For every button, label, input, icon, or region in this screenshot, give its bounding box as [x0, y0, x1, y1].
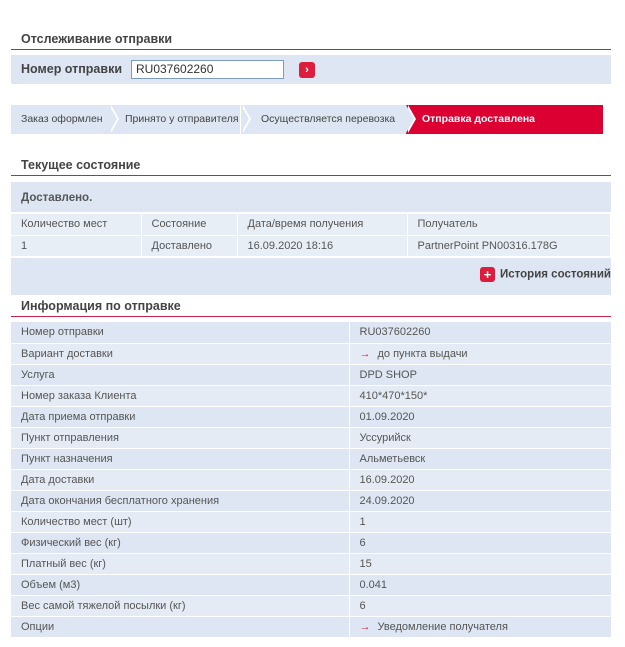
status-banner	[11, 182, 611, 213]
table-row	[11, 364, 611, 385]
info-key: Пункт назначения	[11, 448, 349, 469]
info-key: Пункт отправления	[11, 427, 349, 448]
info-value: → до пункта выдачи	[349, 343, 611, 364]
table-row	[11, 448, 611, 469]
progress-steps	[11, 105, 603, 134]
status-footer	[11, 258, 611, 295]
table-cell: PartnerPoint PN00316.178G	[407, 235, 611, 256]
info-value: DPD SHOP	[349, 364, 611, 385]
table-row	[11, 532, 611, 553]
tracking-search-bar	[11, 55, 611, 84]
info-value: 01.09.2020	[349, 406, 611, 427]
plus-icon: +	[480, 267, 495, 282]
current-status-title: Текущее состояние	[11, 154, 611, 176]
table-row	[11, 490, 611, 511]
info-value: Уссурийск	[349, 427, 611, 448]
table-row	[11, 385, 611, 406]
info-value: 1	[349, 511, 611, 532]
table-header-row	[11, 214, 611, 235]
arrow-right-icon: →	[359, 620, 371, 633]
column-header: Состояние	[141, 214, 237, 235]
info-value: → Уведомление получателя	[349, 616, 611, 637]
tracking-section-title: Отслеживание отправки	[11, 28, 611, 50]
table-row	[11, 574, 611, 595]
chevron-right-icon: ›	[305, 64, 309, 76]
info-value: 6	[349, 532, 611, 553]
table-cell: 1	[11, 235, 141, 256]
table-row	[11, 616, 611, 637]
table-cell: 16.09.2020 18:16	[237, 235, 407, 256]
step-in-transit: Осуществляется перевозка	[241, 105, 407, 134]
info-key: Объем (м3)	[11, 574, 349, 595]
table-row	[11, 322, 611, 343]
info-key: Опции	[11, 616, 349, 637]
column-header: Получатель	[407, 214, 611, 235]
table-row	[11, 427, 611, 448]
info-value: 24.09.2020	[349, 490, 611, 511]
arrow-right-icon: →	[359, 347, 371, 360]
step-delivered: Отправка доставлена	[406, 105, 603, 134]
info-value: Альметьевск	[349, 448, 611, 469]
info-value: 16.09.2020	[349, 469, 611, 490]
table-row	[11, 343, 611, 364]
table-row	[11, 553, 611, 574]
status-history-link[interactable]: + История состояний	[480, 267, 611, 282]
info-key: Вес самой тяжелой посылки (кг)	[11, 595, 349, 616]
search-submit-button[interactable]	[299, 62, 315, 78]
info-key: Вариант доставки	[11, 343, 349, 364]
table-row	[11, 511, 611, 532]
info-key: Количество мест (шт)	[11, 511, 349, 532]
column-header: Количество мест	[11, 214, 141, 235]
table-cell: Доставлено	[141, 235, 237, 256]
tracking-number-label: Номер отправки	[21, 62, 123, 76]
table-row	[11, 406, 611, 427]
info-key: Дата окончания бесплатного хранения	[11, 490, 349, 511]
shipment-info-title: Информация по отправке	[11, 295, 611, 317]
step-order-created: Заказ оформлен	[11, 105, 109, 134]
info-key: Номер заказа Клиента	[11, 385, 349, 406]
table-row	[11, 235, 611, 256]
status-text: Доставлено.	[21, 192, 93, 204]
info-value: RU037602260	[349, 322, 611, 343]
info-value: 0.041	[349, 574, 611, 595]
info-key: Платный вес (кг)	[11, 553, 349, 574]
table-row	[11, 595, 611, 616]
info-key: Дата приема отправки	[11, 406, 349, 427]
status-table	[11, 214, 611, 257]
shipment-info-table	[11, 322, 611, 638]
table-row	[11, 469, 611, 490]
info-key: Дата доставки	[11, 469, 349, 490]
info-key: Услуга	[11, 364, 349, 385]
step-accepted: Принято у отправителя	[109, 105, 240, 134]
info-value: 6	[349, 595, 611, 616]
info-value: 410*470*150*	[349, 385, 611, 406]
tracking-number-input[interactable]: RU037602260	[131, 60, 284, 79]
info-key: Физический вес (кг)	[11, 532, 349, 553]
column-header: Дата/время получения	[237, 214, 407, 235]
info-key: Номер отправки	[11, 322, 349, 343]
info-value: 15	[349, 553, 611, 574]
